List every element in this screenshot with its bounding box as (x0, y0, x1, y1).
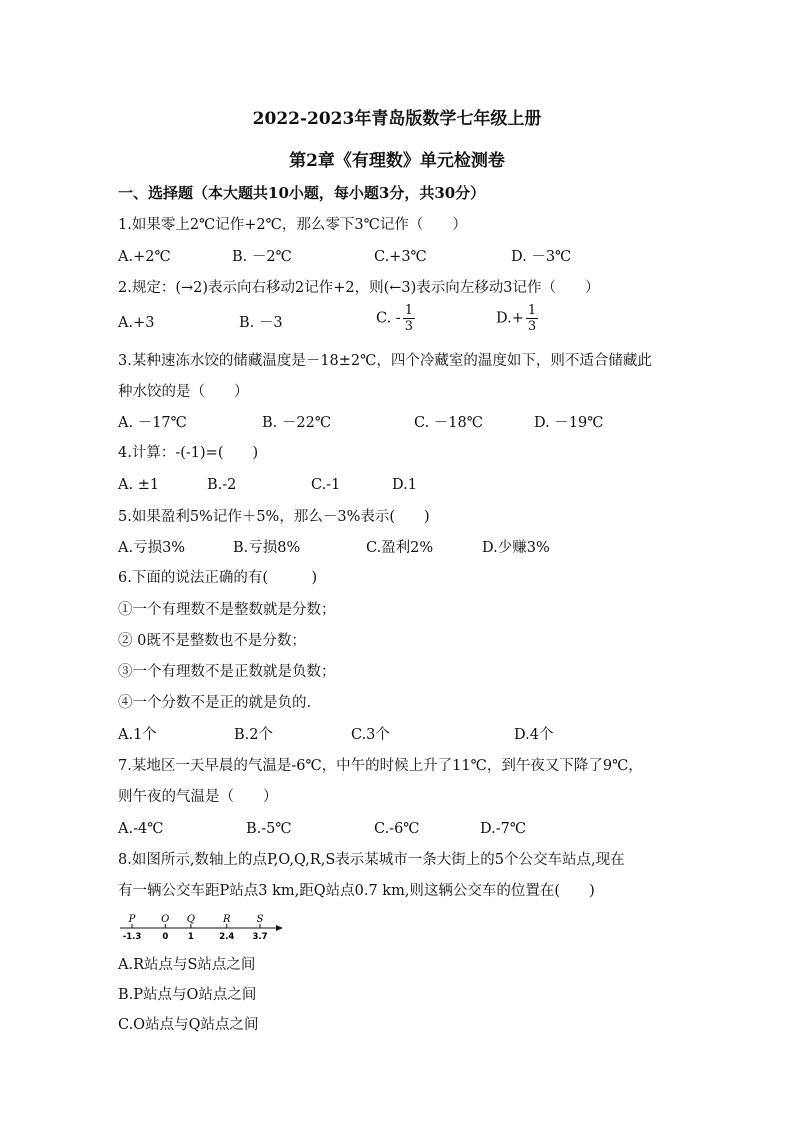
number-line-figure (118, 912, 288, 942)
question-2-option-c (376, 303, 415, 334)
question-6-option-c: C.3个 (351, 727, 390, 743)
question-5-option-d: D.少赚3% (482, 540, 550, 556)
question-2-stem: 2.规定：(→2)表示向右移动2记作+2，则(←3)表示向左移动3记作（ ） (118, 280, 600, 296)
question-6-option-a: A.1个 (118, 727, 157, 743)
question-2-option-c-label: C. - (376, 310, 401, 327)
question-3-option-c: C. －18℃ (414, 415, 483, 431)
number-line-point-value: 1 (187, 932, 194, 942)
number-line-arrow-icon (276, 925, 283, 931)
question-4-option-a: A. ±1 (118, 477, 160, 493)
question-4-option-b: B.-2 (207, 477, 237, 493)
fraction-one-third (403, 303, 415, 334)
question-5-option-b: B.亏损8% (233, 540, 301, 556)
number-line-point-label: O (161, 914, 170, 925)
question-3-option-d: D. －19℃ (534, 415, 604, 431)
fraction-denominator: 3 (404, 319, 413, 334)
question-6-statement: ①一个有理数不是整数就是分数； (118, 602, 336, 618)
question-3-stem-line-1: 3.某种速冻水饺的储藏温度是－18±2℃，四个冷藏室的温度如下，则不适合储藏此 (118, 353, 652, 369)
number-line-point-label: R (222, 914, 231, 925)
question-5-stem: 5.如果盈利5%记作＋5%，那么－3%表示( ) (118, 509, 430, 525)
question-8-option-b: B.P站点与O站点之间 (118, 987, 257, 1003)
question-1-option-a: A.+2℃ (118, 249, 171, 265)
question-5-option-c: C.盈利2% (366, 540, 434, 556)
fraction-numerator: 1 (527, 303, 537, 318)
question-1-stem: 1.如果零上2℃记作+2℃，那么零下3℃记作（ ） (118, 217, 467, 233)
number-line-point-label: P (128, 914, 136, 925)
question-4-stem: 4.计算：-(-1)=( ) (118, 445, 259, 461)
question-8-stem-line-1: 8.如图所示,数轴上的点P,O,Q,R,S表示某城市一条大街上的5个公交车站点,现在 (118, 852, 625, 868)
question-6-option-b: B.2个 (234, 727, 273, 743)
question-6-statement: ③一个有理数不是正数就是负数； (118, 664, 336, 680)
question-6-stem: 6.下面的说法正确的有( ) (118, 570, 318, 586)
fraction-one-third (526, 303, 538, 334)
number-line-point-value: 2.4 (219, 932, 235, 942)
question-3-stem-line-2: 种水饺的是（ ） (118, 384, 249, 400)
question-3-option-a: A. －17℃ (118, 415, 187, 431)
question-2-option-b: B. －3 (239, 315, 283, 331)
question-6-statement: ② 0既不是整数也不是分数； (118, 633, 306, 649)
question-1-option-d: D. －3℃ (511, 249, 572, 265)
number-line-point-value: 3.7 (252, 932, 268, 942)
question-7-stem-line-2: 则午夜的气温是（ ） (118, 789, 278, 805)
fraction-denominator: 3 (527, 319, 537, 334)
question-5-option-a: A.亏损3% (118, 540, 186, 556)
question-8-option-c: C.O站点与Q站点之间 (118, 1017, 259, 1033)
question-7-option-c: C.-6℃ (374, 821, 420, 837)
question-7-stem-line-1: 7.某地区一天早晨的气温是-6℃，中午的时候上升了11℃，到午夜又下降了9℃， (118, 758, 643, 774)
question-2-option-d (496, 303, 538, 334)
question-4-option-c: C.-1 (311, 477, 341, 493)
question-6-option-d: D.4个 (514, 727, 554, 743)
question-7-option-b: B.-5℃ (246, 821, 292, 837)
fraction-numerator: 1 (404, 303, 413, 318)
question-2-option-a: A.+3 (118, 315, 155, 331)
question-8-option-a: A.R站点与S站点之间 (118, 957, 256, 973)
question-3-option-b: B. －22℃ (262, 415, 332, 431)
question-1-option-c: C.+3℃ (374, 249, 427, 265)
document-title: 2022-2023年青岛版数学七年级上册 (252, 109, 542, 129)
number-line-point-label: Q (186, 914, 195, 925)
number-line-point-label: S (256, 914, 264, 925)
question-1-option-b: B. －2℃ (232, 249, 292, 265)
number-line-point-value: -1.3 (122, 932, 142, 942)
question-7-option-d: D.-7℃ (480, 821, 527, 837)
question-4-option-d: D.1 (392, 477, 417, 493)
question-2-option-d-label: D.+ (496, 310, 524, 327)
question-7-option-a: A.-4℃ (118, 821, 164, 837)
question-8-stem-line-2: 有一辆公交车距P站点3 km,距Q站点0.7 km,则这辆公交车的位置在( ) (118, 883, 595, 899)
section-heading: 一、选择题（本大题共10小题，每小题3分，共30分） (118, 184, 486, 202)
document-subtitle: 第2章《有理数》单元检测卷 (289, 151, 505, 171)
question-6-statement: ④一个分数不是正的就是负的. (118, 695, 312, 711)
number-line-point-value: 0 (162, 932, 169, 942)
